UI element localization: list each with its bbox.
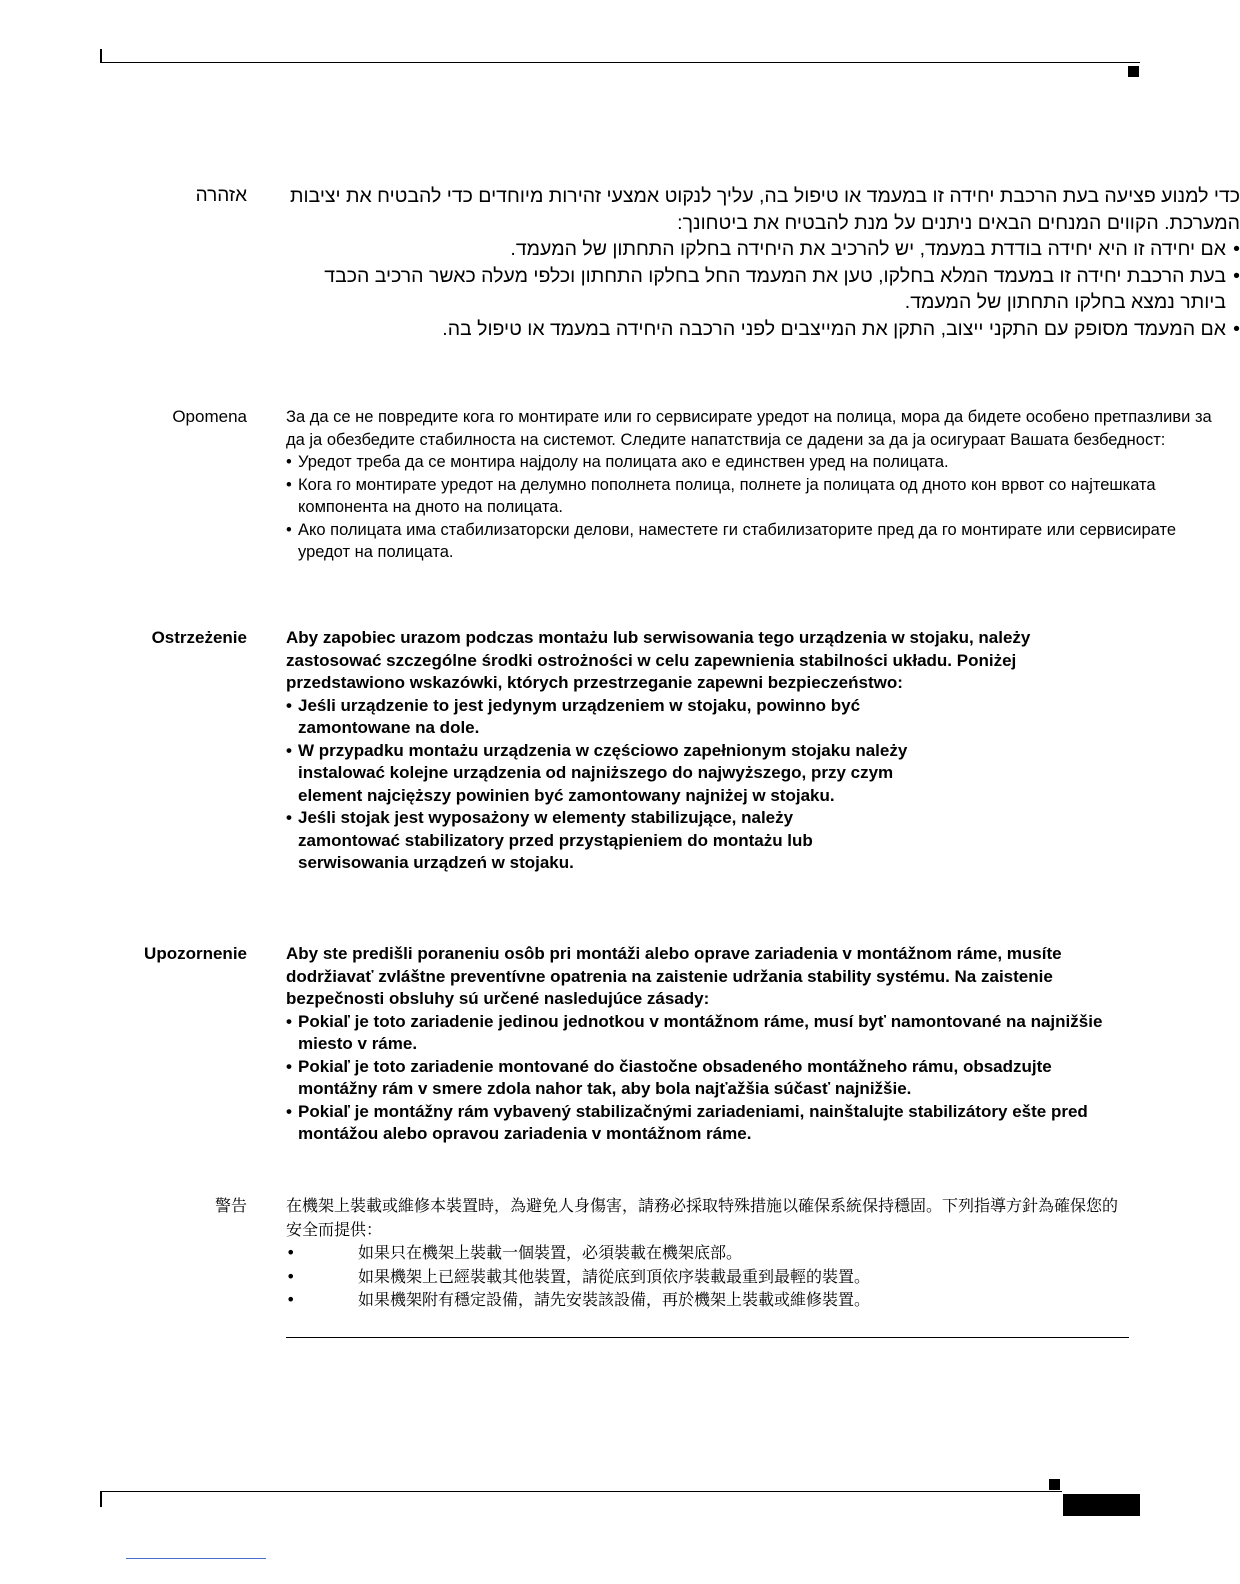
section-end-rule (286, 1337, 1129, 1338)
footer-marker (1049, 1479, 1060, 1490)
bullet: • (286, 1290, 296, 1309)
list-item-text: Pokiaľ je toto zariadenie jedinou jednotkou v montážnom ráme, musí byť namontované na najnižšie miesto v ráme. (298, 1011, 1103, 1053)
list-item-text: Кога го монтирате уредот на делумно пополнета полица, полнете ја полицата од дното кон врвот со најтешката компонента на дното на полицата. (298, 475, 1156, 516)
warning-list (286, 1011, 1131, 1146)
warning-list (286, 695, 1116, 875)
warning-intro: Aby zapobiec urazom podczas montażu lub serwisowania tego urządzenia w stojaku, należy zastosować szczególne środki ostrożności w celu zapewnienia stabilności układu. Poniżej przedstawiono wskazówki, których przestrzeganie zapewni bezpieczeństwo: (286, 628, 1031, 692)
list-item (286, 807, 888, 875)
warning-body (286, 406, 1226, 564)
list-item (286, 1056, 1098, 1101)
warning-list (286, 1241, 1126, 1312)
header-marker (1128, 66, 1139, 77)
list-item-text: 如果只在機架上裝載一個裝置，必須裝載在機架底部。 (358, 1243, 743, 1262)
list-item (286, 1011, 1131, 1056)
header-tick (100, 49, 102, 63)
warning-label: Ostrzeżenie (151, 628, 247, 647)
list-item (286, 474, 1226, 519)
footer-link-underline[interactable] (126, 1558, 266, 1559)
list-item-text: Ако полицата има стабилизаторски делови, наместете ги стабилизаторите пред да го монтирате или сервисирате уредот на полицата. (298, 520, 1177, 561)
bullet: • (286, 453, 292, 471)
header-rule (100, 62, 1140, 63)
bullet: • (286, 1101, 292, 1121)
bullet: • (286, 1056, 292, 1076)
footer-page-tab (1063, 1494, 1140, 1516)
list-item (286, 740, 938, 808)
list-item-text: Jeśli stojak jest wyposażony w elementy stabilizujące, należy zamontować stabilizatory przed przystąpieniem do montażu lub serwisowania urządzeń w stojaku. (298, 808, 813, 872)
warning-list (286, 451, 1226, 564)
warning-body (286, 627, 1116, 875)
list-item (286, 1265, 1126, 1289)
bullet: • (286, 695, 292, 715)
footer-rule (100, 1491, 1062, 1492)
warning-body (286, 943, 1131, 1146)
list-item-text: בעת הרכבת יחידה זו במעמד המלא בחלקו, טען את המעמד החל בחלקו התחתון וכלפי מעלה כאשר הרכיב הכבד ביותר נמצא בחלקו התחתון של המעמד. (324, 264, 1226, 313)
bullet: • (286, 808, 292, 827)
bullet: • (1233, 264, 1240, 287)
footer-tick (100, 1491, 102, 1507)
list-item (286, 1101, 1131, 1146)
warning-intro: כדי למנוע פציעה בעת הרכבת יחידה זו במעמד או טיפול בה, עליך לנקוט אמצעי זהירות מיוחדים כדי להבטיח את יציבות המערכת. הקווים המנחים הבאים ניתנים על מנת להבטיח את ביטחונך: (290, 185, 1240, 234)
list-item-text: אם המעמד מסופק עם התקני ייצוב, התקן את המייצבים לפני הרכבה היחידה במעמד או טיפול בה. (442, 317, 1226, 340)
list-item-text: Jeśli urządzenie to jest jedynym urządzeniem w stojaku, powinno być zamontowane na dole. (298, 695, 861, 737)
warning-intro: За да се не повредите кога го монтирате или го сервисирате уредот на полица, мора да бидете особено претпазливи за да ја обезбедите стабилноста на системот. Следите напатствија се дадени за да ја осигураат Вашата безбедност: (286, 408, 1212, 449)
list-item (286, 263, 1240, 316)
bullet: • (286, 520, 292, 539)
list-item (286, 316, 1240, 343)
list-item-text: W przypadku montażu urządzenia w częściowo zapełnionym stojaku należy instalować kolejne urządzenia od najniższego do najwyższego, przy czym element najcięższy powinien być zamontowany najniżej w stojaku. (298, 740, 908, 805)
warning-body (286, 183, 1240, 342)
list-item-text: Уредот треба да се монтира најдолу на полицата ако е единствен уред на полицата. (298, 453, 949, 471)
bullet: • (286, 475, 292, 494)
warning-body (286, 1194, 1126, 1312)
list-item-text: Pokiaľ je montážny rám vybavený stabilizačnými zariadeniami, nainštalujte stabilizátory ešte pred montážou alebo opravou zariadenia v montážnom ráme. (298, 1101, 1088, 1143)
list-item (286, 519, 1226, 564)
warning-label: Opomena (172, 407, 247, 426)
list-item (286, 236, 1240, 263)
list-item (286, 1288, 1126, 1312)
list-item (286, 695, 928, 740)
list-item (286, 451, 1226, 474)
warning-list (286, 236, 1240, 342)
bullet: • (1233, 238, 1240, 260)
list-item-text: 如果機架附有穩定設備，請先安裝該設備，再於機架上裝載或維修裝置。 (358, 1290, 871, 1309)
warning-intro: 在機架上裝載或維修本裝置時，為避免人身傷害，請務必採取特殊措施以確保系統保持穩固。下列指導方針為確保您的安全而提供： (286, 1196, 1119, 1239)
list-item-text: אם יחידה זו היא יחידה בודדת במעמד, יש להרכיב את היחידה בחלקו התחתון של המעמד. (510, 238, 1226, 260)
warning-label: Upozornenie (144, 944, 247, 963)
list-item-text: Pokiaľ je toto zariadenie montované do čiastočne obsadeného montážneho rámu, obsadzujte montážny rám v smere zdola nahor tak, aby bola najťažšia súčasť najnižšie. (298, 1056, 1052, 1098)
list-item (286, 1241, 1126, 1265)
bullet: • (286, 1011, 292, 1031)
list-item-text: 如果機架上已經裝載其他裝置，請從底到頂依序裝載最重到最輕的裝置。 (358, 1266, 871, 1286)
bullet: • (1233, 317, 1240, 340)
bullet: • (286, 740, 292, 760)
warning-label: 警告 (214, 1196, 247, 1215)
bullet: • (286, 1243, 296, 1262)
warning-label: אזהרה (195, 185, 247, 206)
bullet: • (286, 1266, 296, 1286)
warning-intro: Aby ste predišli poraneniu osôb pri montáži alebo oprave zariadenia v montážnom ráme, musíte dodržiavať zvláštne preventívne opatrenia na zaistenie udržania stability systému. Na zaistenie bezpečnosti obsluhy sú určené nasledujúce zásady: (286, 944, 1062, 1008)
